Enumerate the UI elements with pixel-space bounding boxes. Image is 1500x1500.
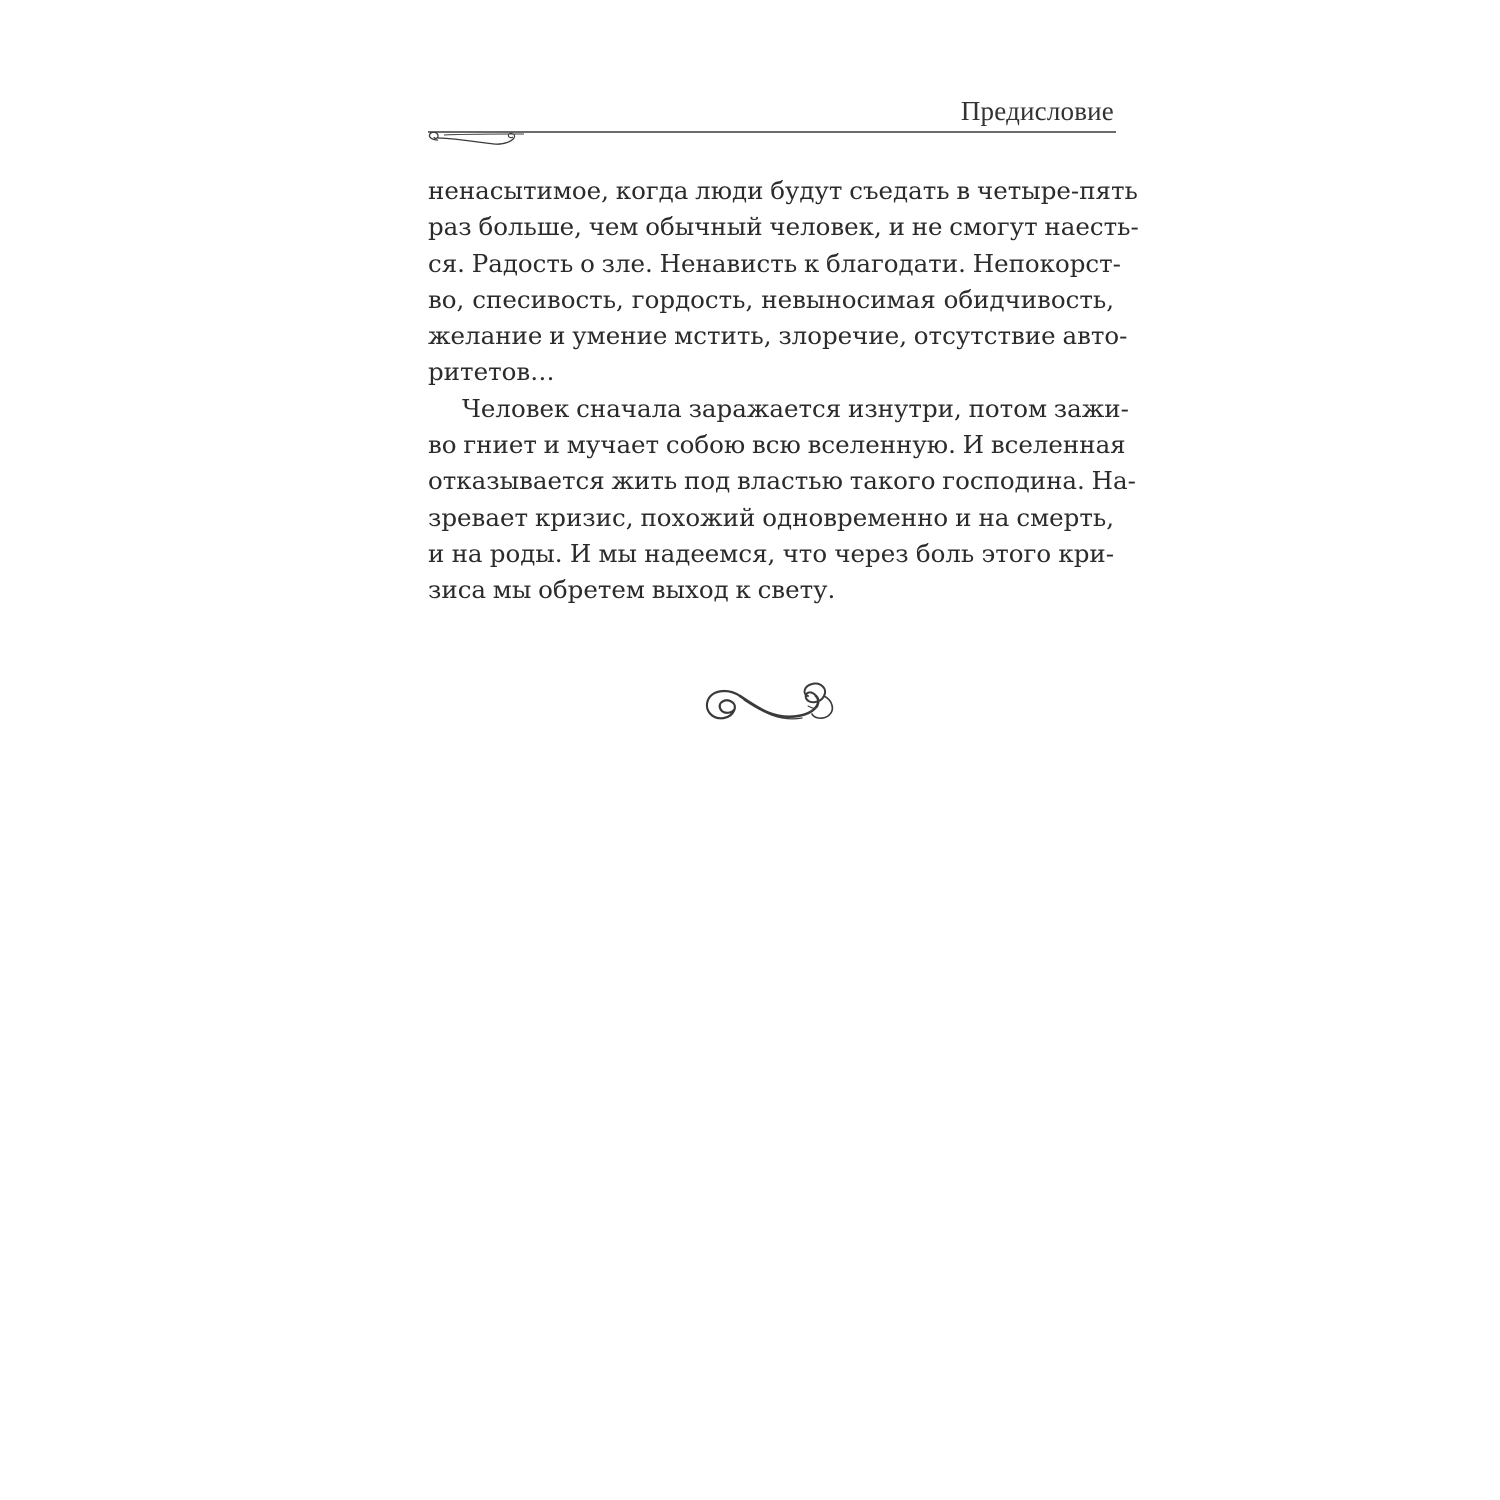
text-line: отказывается жить под властью такого господина. На- — [428, 466, 1136, 496]
text-line: ся. Радость о зле. Ненависть к благодати. Непокорст- — [428, 248, 1121, 278]
text-line: зревает кризис, похожий одновременно и на смерть, — [428, 502, 1114, 532]
text-line: во гниет и мучает собою всю вселенную. И вселенная — [428, 430, 1126, 460]
text-line: желание и умение мстить, злоречие, отсутствие авто- — [428, 321, 1128, 351]
text-line: зиса мы обретем выход к свету. — [428, 575, 836, 605]
text-line: ритетов… — [428, 357, 555, 387]
running-head-title: Предисловие — [960, 96, 1114, 126]
flourish-rule-icon — [424, 126, 1116, 152]
text-line: раз больше, чем обычный человек, и не смогут наесть- — [428, 212, 1139, 242]
scroll-flourish-icon — [700, 680, 842, 730]
text-line: во, спесивость, гордость, невыносимая обидчивость, — [428, 284, 1114, 314]
text-line: Человек сначала заражается изнутри, потом зажи- — [462, 393, 1129, 423]
text-line: ненасытимое, когда люди будут съедать в четыре-пять — [428, 176, 1138, 205]
body-text — [428, 173, 1139, 609]
text-line: и на роды. И мы надеемся, что через боль этого кри- — [428, 538, 1114, 568]
